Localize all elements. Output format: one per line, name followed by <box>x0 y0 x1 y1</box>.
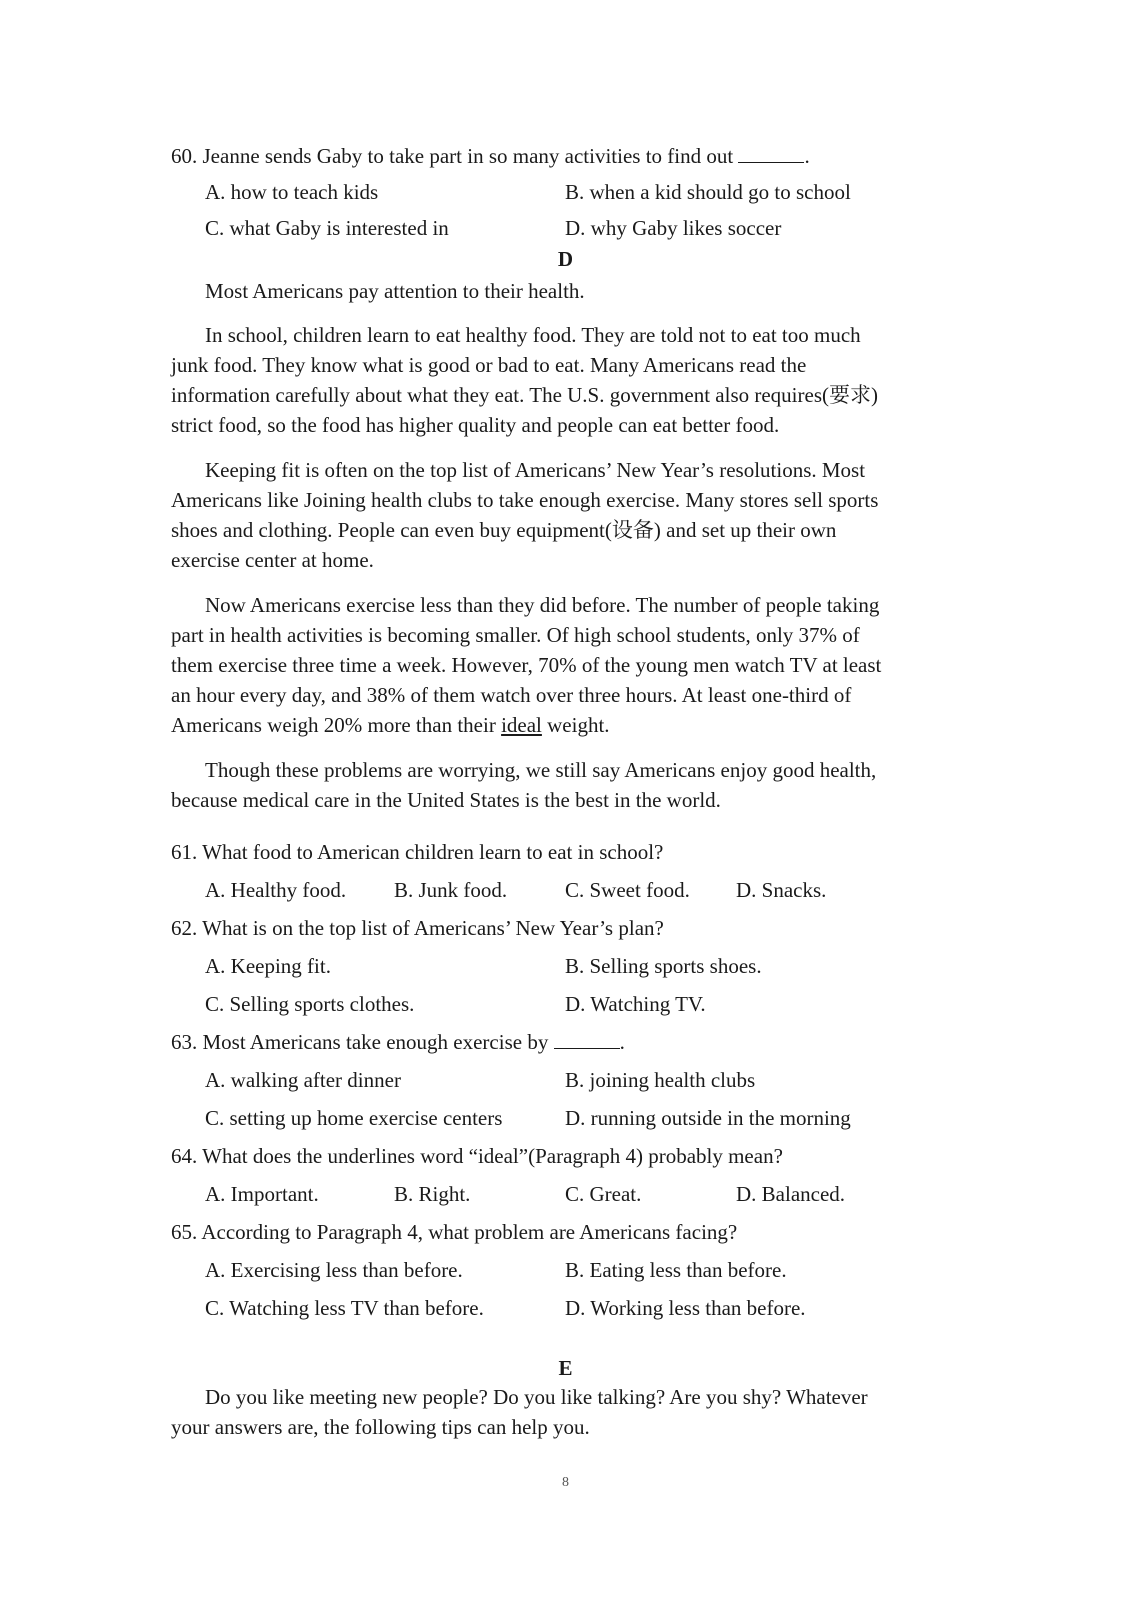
q65-option-d: D. Working less than before. <box>565 1296 806 1320</box>
answer-blank <box>554 1030 620 1049</box>
underlined-word-ideal: ideal <box>501 713 542 737</box>
q61-option-b: B. Junk food. <box>394 878 508 902</box>
q62-option-c: C. Selling sports clothes. <box>205 992 415 1016</box>
q64-option-a: A. Important. <box>205 1182 319 1206</box>
q62-option-d: D. Watching TV. <box>565 992 706 1016</box>
q65-option-c: C. Watching less TV than before. <box>205 1296 484 1320</box>
section-e-heading: E <box>558 1356 573 1380</box>
q60-option-b: B. when a kid should go to school <box>565 180 851 204</box>
page-number: 8 <box>562 1475 569 1490</box>
q60-option-a: A. how to teach kids <box>205 180 379 204</box>
section-d-heading: D <box>557 247 574 271</box>
q62-option-b: B. Selling sports shoes. <box>565 954 762 978</box>
q64-option-c: C. Great. <box>565 1182 642 1206</box>
q65-option-a: A. Exercising less than before. <box>205 1258 463 1282</box>
q60-option-d: D. why Gaby likes soccer <box>565 216 782 240</box>
q65-stem: 65. According to Paragraph 4, what problem are Americans facing? <box>171 1220 738 1244</box>
q64-stem: 64. What does the underlines word “ideal”(Paragraph 4) probably mean? <box>171 1144 783 1168</box>
q63-option-b: B. joining health clubs <box>565 1068 756 1092</box>
q60-option-c: C. what Gaby is interested in <box>205 216 449 240</box>
q61-stem: 61. What food to American children learn to eat in school? <box>171 840 664 864</box>
q62-option-a: A. Keeping fit. <box>205 954 331 978</box>
q62-stem: 62. What is on the top list of Americans’ New Year’s plan? <box>171 916 664 940</box>
q63-option-c: C. setting up home exercise centers <box>205 1106 503 1130</box>
q61-option-a: A. Healthy food. <box>205 878 347 902</box>
q61-option-d: D. Snacks. <box>736 878 827 902</box>
q61-option-c: C. Sweet food. <box>565 878 690 902</box>
q64-option-d: D. Balanced. <box>736 1182 846 1206</box>
section-d-paragraph-1: Most Americans pay attention to their health. <box>205 279 585 303</box>
q65-option-b: B. Eating less than before. <box>565 1258 787 1282</box>
answer-blank <box>738 144 804 163</box>
q60-stem: 60. Jeanne sends Gaby to take part in so many activities to find out . <box>171 144 810 168</box>
q63-option-d: D. running outside in the morning <box>565 1106 851 1130</box>
q63-stem: 63. Most Americans take enough exercise by . <box>171 1030 625 1054</box>
q64-option-b: B. Right. <box>394 1182 471 1206</box>
q63-option-a: A. walking after dinner <box>205 1068 401 1092</box>
